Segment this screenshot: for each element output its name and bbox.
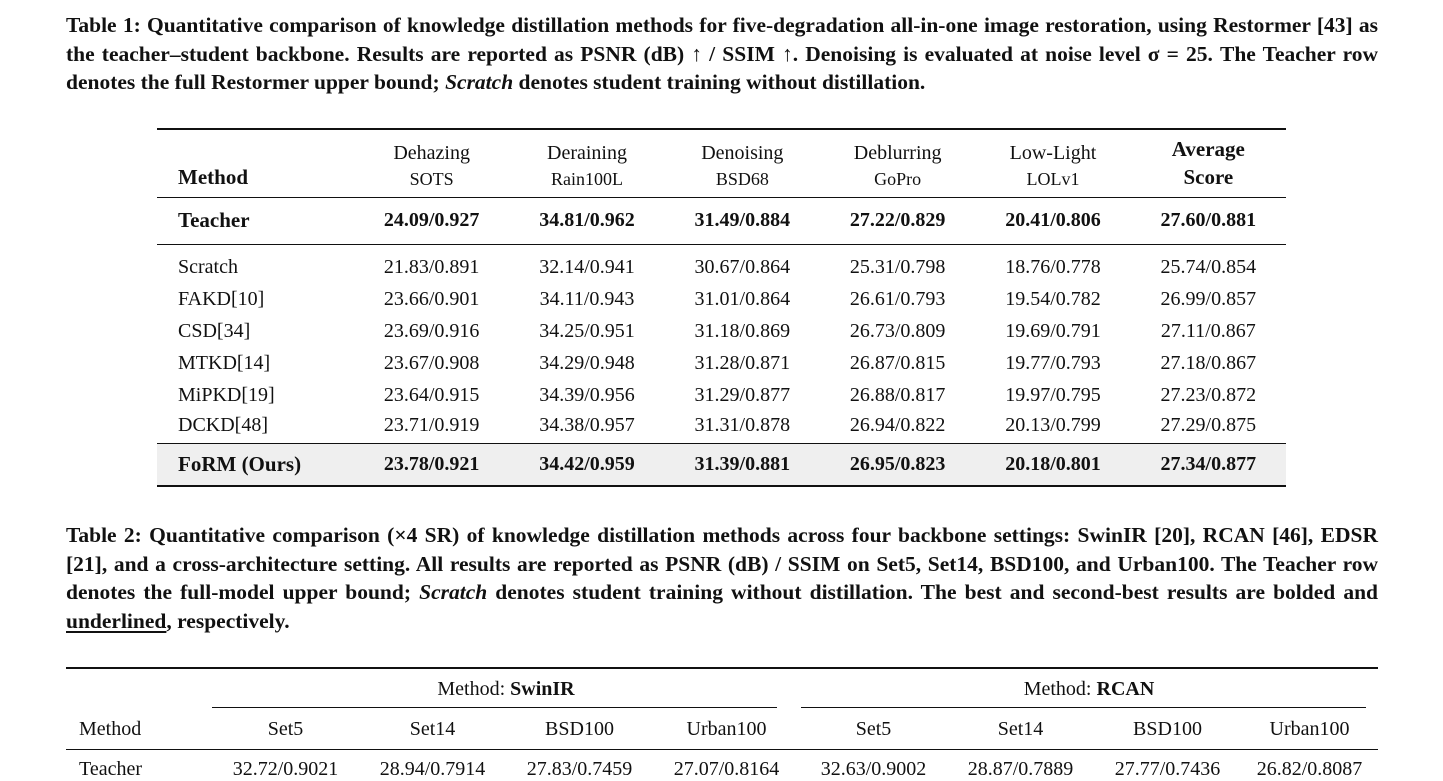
table2-cell: 32.72/0.9021 (232, 757, 339, 780)
table1-caption-text-end: denotes student training without distillation. (513, 70, 926, 94)
table1-cell: 27.18/0.867 (1160, 352, 1257, 374)
table1-cell: 21.83/0.891 (383, 256, 480, 278)
table2-cell: 26.82/0.8087 (1256, 757, 1363, 780)
table1-cell: 19.54/0.782 (1005, 288, 1101, 310)
table1-cell: 26.61/0.793 (849, 288, 946, 310)
table1-ours-row (157, 444, 1286, 486)
table1-header-average: Average Score (1171, 136, 1245, 189)
table1 (157, 128, 1286, 487)
table1-caption-label: Table 1: (66, 13, 141, 37)
table1-caption-text: Quantitative comparison of knowledge distillation methods for five-degradation all-in-one image restoration, using Restormer [43] as the teacher–student backbone. Results are reported as PSNR (dB) ↑ / SSIM ↑. Denoising is evaluated at noise level σ = 25. The Teacher row denotes the full Restormer upper bound; (66, 13, 1379, 94)
table1-cell: 31.01/0.864 (694, 288, 791, 310)
table1-header-denoising: Denoising BSD68 (701, 141, 784, 189)
table1-cell: 23.67/0.908 (383, 352, 480, 374)
table1-cell: 23.78/0.921 (383, 452, 480, 475)
table2-caption-underlined: underlined (66, 608, 167, 633)
table2-cell: 27.83/0.7459 (526, 757, 633, 780)
table2-caption-text-end: , respectively. (166, 608, 290, 633)
table1-cell: 27.23/0.872 (1160, 384, 1257, 406)
table1-cell: 34.11/0.943 (539, 288, 635, 310)
table1-cell: 34.38/0.957 (539, 413, 635, 436)
table1-cell: 23.69/0.916 (383, 320, 480, 342)
table2 (66, 667, 1378, 781)
table1-cell: 34.81/0.962 (539, 209, 635, 231)
table1-header-deraining: Deraining Rain100L (547, 141, 627, 189)
table1-cell: 27.34/0.877 (1160, 452, 1257, 475)
table2-caption-italic: Scratch (419, 580, 488, 604)
table2-group-row (66, 668, 1378, 710)
table1-row (157, 284, 1286, 316)
table1-cell: 20.18/0.801 (1005, 452, 1101, 475)
table1-cell: 27.11/0.867 (1160, 320, 1256, 342)
table2-cell: 28.87/0.7889 (967, 757, 1074, 780)
table1-cell: 34.42/0.959 (539, 452, 635, 475)
table1-cell: 26.73/0.809 (849, 320, 946, 342)
table2-header-col: Set5 (267, 717, 304, 740)
table2-cell-method: Teacher (79, 757, 142, 780)
table1-cell: 23.64/0.915 (383, 384, 480, 406)
table1-cell: 31.31/0.878 (694, 413, 791, 436)
table1-row (157, 412, 1286, 444)
table1-cell-method: Scratch (178, 256, 238, 278)
table2-header-col: BSD100 (1133, 717, 1202, 740)
table2-header-col: Set5 (855, 717, 892, 740)
table1-cell-method: Teacher (178, 208, 250, 232)
table1-teacher-row (157, 197, 1286, 244)
table2-caption-text-mid: denotes student training without distillation. The best and second-best results are bolded and (487, 580, 1378, 604)
table1-cell: 23.71/0.919 (383, 413, 480, 436)
table1-cell: 26.95/0.823 (849, 452, 946, 475)
table2-header-row (66, 710, 1378, 749)
table1-cell-method: DCKD[48] (178, 413, 268, 436)
table1-cell: 27.22/0.829 (849, 209, 946, 231)
table2-header-col: Urban100 (1269, 717, 1350, 740)
table1-spacer (157, 244, 1286, 252)
table1-cell: 31.28/0.871 (694, 352, 791, 374)
table1-cell: 34.39/0.956 (539, 384, 635, 406)
table1-row (157, 348, 1286, 380)
table1-cell: 31.29/0.877 (694, 384, 791, 406)
table1-row (157, 252, 1286, 284)
table1-header-dehazing: Dehazing SOTS (393, 141, 470, 189)
table1-cell: 32.14/0.941 (539, 256, 635, 278)
table1-cell: 23.66/0.901 (383, 288, 480, 310)
table1-cell: 19.77/0.793 (1005, 352, 1101, 374)
table2-caption-label: Table 2: (66, 523, 142, 547)
table1-cell: 31.18/0.869 (694, 320, 791, 342)
table1-cell: 24.09/0.927 (383, 209, 480, 231)
table2-caption (66, 521, 1378, 635)
table2-header-col: Set14 (997, 717, 1044, 740)
table1-cell: 19.97/0.795 (1005, 384, 1101, 406)
table1-header-lowlight: Low-Light LOLv1 (1009, 141, 1097, 189)
table1-cell: 31.49/0.884 (694, 209, 791, 231)
table1-cell: 26.99/0.857 (1160, 288, 1257, 310)
table1-cell: 30.67/0.864 (694, 256, 791, 278)
table2-teacher-row (66, 749, 1378, 781)
table1-caption-italic: Scratch (445, 70, 514, 94)
table1-cell-method: FAKD[10] (178, 288, 265, 310)
table1-cell: 34.29/0.948 (539, 352, 635, 374)
table1-header-deblurring: Deblurring GoPro (853, 141, 942, 189)
table2-header-col: Set14 (409, 717, 456, 740)
table1-cell: 31.39/0.881 (694, 452, 791, 475)
table1-cell: 26.94/0.822 (849, 413, 946, 436)
table2-header-method: Method (79, 717, 142, 740)
table1-cell: 26.87/0.815 (849, 352, 946, 374)
table2-group-rule-swinir (212, 707, 777, 708)
table1-cell: 18.76/0.778 (1005, 256, 1101, 278)
table1-caption (66, 11, 1378, 97)
table1-cell-method: MTKD[14] (178, 352, 271, 374)
table1-cell-method: MiPKD[19] (178, 384, 275, 406)
table1-header-row (157, 129, 1286, 197)
table1-row (157, 380, 1286, 412)
table2-header-col: Urban100 (686, 717, 767, 740)
table1-row (157, 316, 1286, 348)
table1-cell: 26.88/0.817 (849, 384, 946, 406)
table2-cell: 32.63/0.9002 (820, 757, 927, 780)
table1-cell-method: FoRM (Ours) (178, 451, 302, 476)
table1-cell: 27.60/0.881 (1160, 209, 1257, 231)
table1-cell: 25.74/0.854 (1160, 256, 1257, 278)
table2-cell: 27.07/0.8164 (673, 757, 780, 780)
table2-cell: 27.77/0.7436 (1114, 757, 1221, 780)
table1-cell: 19.69/0.791 (1005, 320, 1101, 342)
table2-group-swinir: Method: SwinIR (437, 678, 575, 700)
table2-caption-text: Quantitative comparison (×4 SR) of knowledge distillation methods across four backbone settings: SwinIR [20], RCAN [46], EDSR [21], and a cross-architecture setting. All results are reported as PSNR (dB) / SSIM on Set5, Set14, BSD100, and Urban100. The Teacher row denotes the full-model upper bound; (66, 523, 1378, 604)
table1-cell-method: CSD[34] (178, 320, 251, 342)
table1-cell: 27.29/0.875 (1160, 413, 1257, 436)
table1-header-method: Method (178, 164, 248, 189)
table2-cell: 28.94/0.7914 (379, 757, 486, 780)
table1-cell: 25.31/0.798 (849, 256, 946, 278)
table1-cell: 20.41/0.806 (1005, 209, 1101, 231)
table1-cell: 20.13/0.799 (1005, 413, 1101, 436)
table1-cell: 34.25/0.951 (539, 320, 635, 342)
table2-group-rcan: Method: RCAN (1023, 678, 1155, 700)
table2-header-col: BSD100 (545, 717, 614, 740)
table2-group-rule-rcan (801, 707, 1366, 708)
